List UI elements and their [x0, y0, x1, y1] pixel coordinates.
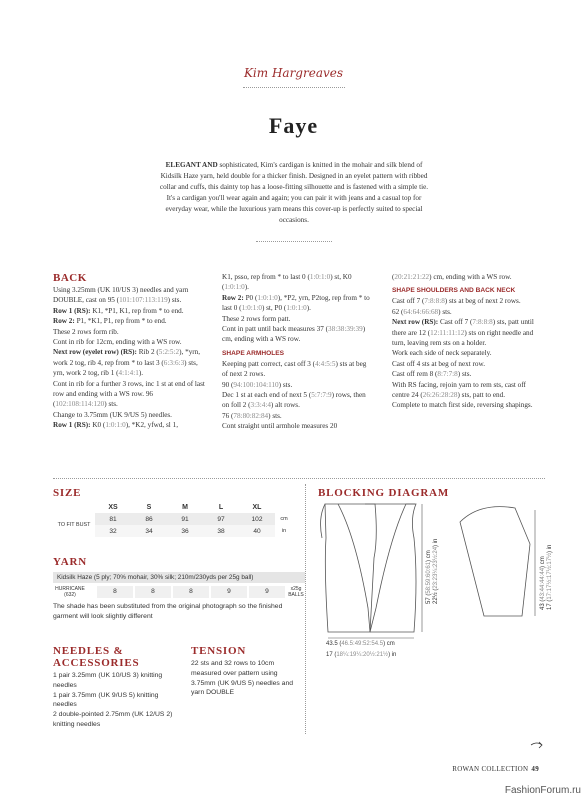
blocking-diagram-heading: BLOCKING DIAGRAM — [318, 487, 450, 499]
instruction-paragraph: Work each side of neck separately. — [392, 349, 492, 358]
to-fit-bust-label: TO FIT BUST — [57, 521, 91, 528]
instruction-paragraph: Row 1 (RS): K0 (1:0:1:0), *K2, yfwd, sl 1, — [53, 421, 178, 430]
size-value: 81 — [95, 513, 131, 525]
neckline — [370, 504, 406, 632]
instruction-paragraph: Row 2: P1, *K1, P1, rep from * to end. — [53, 317, 167, 326]
section-divider — [53, 478, 545, 479]
needle-item: 1 pair 3.25mm (UK 10/US 3) knitting needles — [53, 672, 163, 689]
size-header: XL — [252, 503, 262, 511]
instruction-paragraph: Cont in patt until back measures 37 (38:38:39:39) cm, ending with a WS row. — [222, 325, 366, 344]
instruction-paragraph: Dec 1 st at each end of next 5 (5:7:7:9) rows, then on foll 2 (3:3:4:4) alt rows. — [222, 391, 366, 410]
tension-heading: TENSION — [191, 645, 247, 657]
column-divider — [305, 484, 306, 734]
instruction-paragraph: Cast off 7 (7:8:8:8) sts at beg of next 2 rows. — [392, 297, 521, 306]
neckline — [338, 504, 370, 632]
page-footer — [452, 765, 539, 773]
body-width-cm-label: 43.5 (46.5:49:52:54.5) cm — [326, 641, 395, 647]
size-header: M — [182, 503, 188, 511]
body-width-in-label: 17 (18¼:19¼:20½:21½) in — [326, 652, 397, 658]
ball-count: 9 — [211, 586, 247, 598]
size-value: 36 — [167, 525, 203, 537]
instruction-paragraph: 76 (78:80:82:84) sts. — [222, 411, 282, 420]
needle-item: 1 pair 3.75mm (UK 9/US 5) knitting needles — [53, 691, 159, 709]
size-header: L — [218, 503, 224, 511]
size-value: 91 — [167, 513, 203, 525]
watermark: FashionForum.ru — [504, 785, 581, 796]
ball-count: 8 — [97, 586, 133, 598]
instructions-column-2 — [222, 272, 372, 432]
ball-count: 8 — [135, 586, 171, 598]
publication-name: ROWAN COLLECTION — [452, 765, 529, 773]
blocking-diagram — [310, 498, 560, 648]
subheading-shape-armholes: SHAPE ARMHOLES — [222, 349, 285, 357]
instructions-column-1 — [53, 272, 205, 431]
needle-item: 2 double-pointed 2.75mm (UK 12/US 2) knitting needles — [53, 711, 173, 728]
sleeve-length-in-label: 17 (17:17½:17½:17½) in — [547, 544, 553, 610]
brand-name: Kim Hargreaves — [243, 66, 344, 80]
ball-count: 8 — [173, 586, 209, 598]
size-heading: SIZE — [53, 487, 82, 499]
instruction-paragraph: Next row (RS): Cast off 7 (7:8:8:8) sts, patt until there are 12 (12:11:11:12) sts on right needle and turn, leaving rem sts on a holder. — [392, 318, 534, 348]
size-value: 97 — [203, 513, 239, 525]
yarn-note: The shade has been substituted from the original photograph so the finished garment will look slightly different — [53, 603, 283, 620]
instruction-paragraph: Cont in rib for a further 3 rows, inc 1 st at end of last row and ending with a WS row. 96 (102:108:114:120) sts. — [53, 379, 205, 409]
needles-list — [53, 671, 178, 730]
needles-heading: NEEDLES & ACCESSORIES — [53, 645, 140, 669]
instruction-paragraph: 90 (94:100:104:110) sts. — [222, 380, 293, 389]
divider — [256, 241, 332, 242]
size-table — [53, 501, 293, 537]
instruction-paragraph: Cast off 4 sts at beg of next row. — [392, 359, 486, 368]
subheading-shape-shoulders: SHAPE SHOULDERS AND BACK NECK — [392, 287, 516, 295]
continue-arrow-icon — [530, 740, 544, 750]
sleeve-outline — [460, 507, 530, 616]
instruction-paragraph: Cast off rem 8 (8:7:7:8) sts. — [392, 370, 472, 379]
instruction-paragraph: With RS facing, rejoin yarn to rem sts, cast off centre 24 (26:26:28:28) sts, patt to end. — [392, 380, 526, 400]
body-height-cm-label: 57 (58:59:60:61) cm — [426, 550, 432, 604]
instruction-paragraph: Change to 3.75mm (UK 9/US 5) needles. — [53, 410, 172, 419]
size-value: 40 — [239, 525, 275, 537]
instruction-paragraph: Complete to match first side, reversing shapings. — [392, 401, 533, 410]
unit-label: cm — [280, 516, 288, 522]
instruction-paragraph: These 2 rows form rib. — [53, 327, 119, 336]
yarn-quantity-row — [53, 585, 305, 599]
instruction-paragraph: 62 (64:64:66:68) sts. — [392, 307, 452, 316]
section-heading-back: BACK — [53, 272, 87, 284]
size-value: 32 — [95, 525, 131, 537]
instruction-paragraph: Cont straight until armhole measures 20 — [222, 422, 338, 431]
size-value: 102 — [239, 513, 275, 525]
instruction-paragraph: (20:21:21:22) cm, ending with a WS row. — [392, 273, 512, 281]
shade-label: HURRICANE (632) — [55, 586, 85, 598]
page-title: Faye — [268, 113, 319, 138]
instruction-paragraph: Row 1 (RS): K1, *P1, K1, rep from * to end. — [53, 306, 184, 315]
instruction-paragraph: Using 3.25mm (UK 10/US 3) needles and yarn DOUBLE, cast on 95 (101:107:113:119) sts. — [53, 286, 189, 305]
armhole — [321, 504, 325, 538]
instruction-paragraph: These 2 rows form patt. — [222, 314, 291, 323]
intro-lead: ELEGANT AND — [165, 161, 218, 169]
size-value: 38 — [203, 525, 239, 537]
balls-unit-label: x25g BALLS — [288, 586, 304, 598]
body-height-in-label: 22½ (23:23¼:23½:24) in — [433, 538, 439, 604]
instruction-paragraph: Next row (eyelet row) (RS): Rib 2 (5:2:5:2), *yrn, work 2 tog, rib 4, rep from * to last 3 (6:3:6:3) sts, yrn, work 2 tog, rib 1 (4:1:4:1). — [53, 348, 201, 378]
intro-paragraph — [158, 160, 430, 226]
size-header: XS — [108, 503, 118, 511]
size-header: S — [146, 503, 152, 511]
sleeve-length-cm-label: 43 (43:44:44:44) cm — [540, 556, 546, 610]
yarn-heading: YARN — [53, 556, 87, 568]
cardigan-body-outline — [370, 504, 416, 632]
tension-text: 22 sts and 32 rows to 10cm measured over pattern using 3.75mm (UK 9/US 5) needles and yarn DOUBLE — [191, 660, 294, 697]
instruction-paragraph: Cont in rib for 12cm, ending with a WS row. — [53, 338, 182, 347]
instructions-column-3 — [392, 272, 542, 411]
size-value: 34 — [131, 525, 167, 537]
yarn-description: Kidsilk Haze (5 ply; 70% mohair, 30% silk; 210m/230yds per 25g ball) — [53, 572, 305, 583]
diagram-width-in-row — [310, 648, 450, 660]
instruction-paragraph: Row 2: P0 (1:0:1:0), *P2, yrn, P2tog, rep from * to last 0 (1:0:1:0) st, P0 (1:0:1:0). — [222, 293, 370, 313]
unit-label: in — [281, 528, 287, 534]
page-number: 49 — [531, 765, 539, 773]
divider — [243, 87, 345, 88]
intro-body: sophisticated, Kim's cardigan is knitted in the mohair and silk blend of Kidsilk Haze yarn, held double for a thicker finish. Designed in an eyelet pattern with ribbed collar and cuffs, this dainty top has a loose-fitting silhouette and is fastened with a simple tie. It's a cardigan you'll wear again and again; you can pair it with jeans and a casual top for everyday wear, while the luxurious yarn means this cover-up is perfectly suited to special occasions. — [159, 161, 429, 224]
instruction-paragraph: K1, psso, rep from * to last 0 (1:0:1:0) st, K0 (1:0:1:0). — [222, 273, 352, 292]
size-value: 86 — [131, 513, 167, 525]
instruction-paragraph: Keeping patt correct, cast off 3 (4:4:5:5) sts at beg of next 2 rows. — [222, 359, 367, 379]
ball-count: 9 — [249, 586, 285, 598]
